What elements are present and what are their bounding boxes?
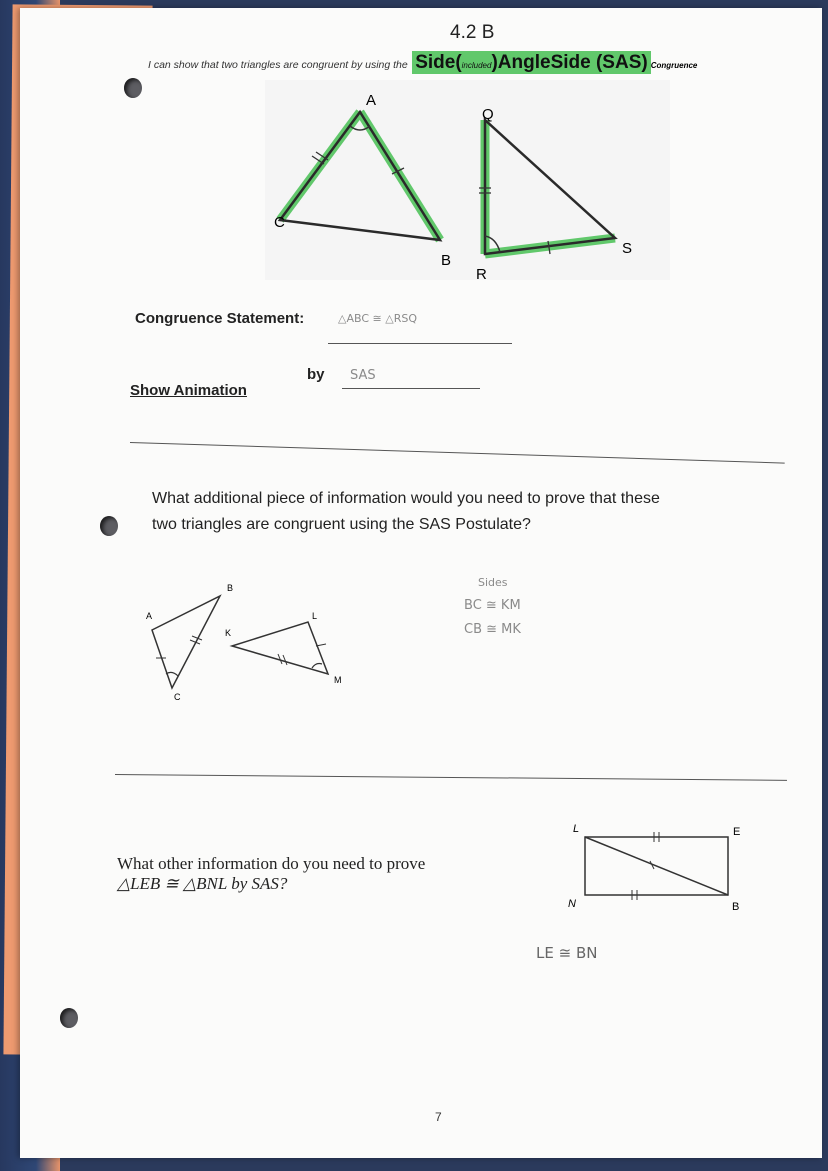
show-animation-link[interactable]: Show Animation: [130, 382, 247, 399]
answer-line: [328, 343, 512, 344]
vertex-b: B: [441, 252, 452, 269]
vertex-a: A: [366, 92, 377, 109]
question-1-line-1: What additional piece of information would you need to prove that these: [152, 490, 660, 507]
question-1-note-1: Sides: [478, 576, 508, 589]
question-2-answer: LE ≅ BN: [536, 944, 598, 962]
by-answer: SAS: [350, 368, 376, 383]
vertex-b-small: B: [227, 583, 234, 593]
question-1: [152, 486, 660, 538]
objective-tail: Congruence: [650, 61, 698, 70]
binder-hole: [100, 516, 118, 536]
worksheet-page: [20, 8, 822, 1158]
vertex-q: Q: [482, 106, 494, 123]
triangle-figure-1: [20, 8, 822, 308]
vertex-m: M: [334, 675, 342, 685]
question-1-note-2: BC ≅ KM: [464, 598, 521, 613]
vertex-c-small: C: [174, 692, 181, 702]
by-label: by: [307, 366, 325, 383]
section-divider: [130, 442, 785, 464]
congruence-label: Congruence Statement:: [135, 310, 305, 327]
objective-text: I can show that two triangles are congruent by using the: [148, 59, 408, 71]
congruence-answer: △ABC ≅ △RSQ: [338, 312, 417, 325]
figure-shade: [265, 80, 670, 280]
page-title: 4.2 B: [450, 22, 495, 43]
question-1-line-2: two triangles are congruent using the SAS Postulate?: [152, 516, 531, 533]
vertex-e-rect: E: [733, 826, 741, 838]
vertex-k: K: [225, 628, 232, 638]
vertex-l: L: [312, 611, 318, 621]
vertex-a-small: A: [146, 611, 153, 621]
section-divider: [115, 774, 787, 781]
binder-hole: [60, 1008, 78, 1028]
rectangle-figure: [20, 823, 822, 923]
vertex-l-rect: L: [573, 823, 580, 835]
question-2-line-2: △LEB ≅ △BNL by SAS?: [117, 874, 288, 893]
vertex-c: C: [274, 214, 285, 231]
vertex-n-rect: N: [568, 898, 576, 910]
question-1-note-3: CB ≅ MK: [464, 622, 521, 637]
diagonal-lb: [585, 837, 728, 895]
vertex-r: R: [476, 266, 487, 283]
highlight-side: Side(: [415, 52, 462, 73]
tick-mark: [283, 655, 287, 665]
page-number: 7: [435, 1110, 442, 1124]
highlight-included: included: [461, 61, 492, 70]
vertex-b-rect: B: [732, 901, 740, 913]
question-2-line-1: What other information do you need to prove: [117, 854, 426, 873]
triangle-figure-2: [20, 578, 822, 718]
triangle-abc-small: [152, 596, 220, 688]
angle-m-mark: [312, 664, 322, 669]
vertex-s: S: [622, 240, 633, 257]
answer-line: [342, 388, 480, 389]
highlight-rest: )AngleSide (SAS): [491, 52, 648, 73]
